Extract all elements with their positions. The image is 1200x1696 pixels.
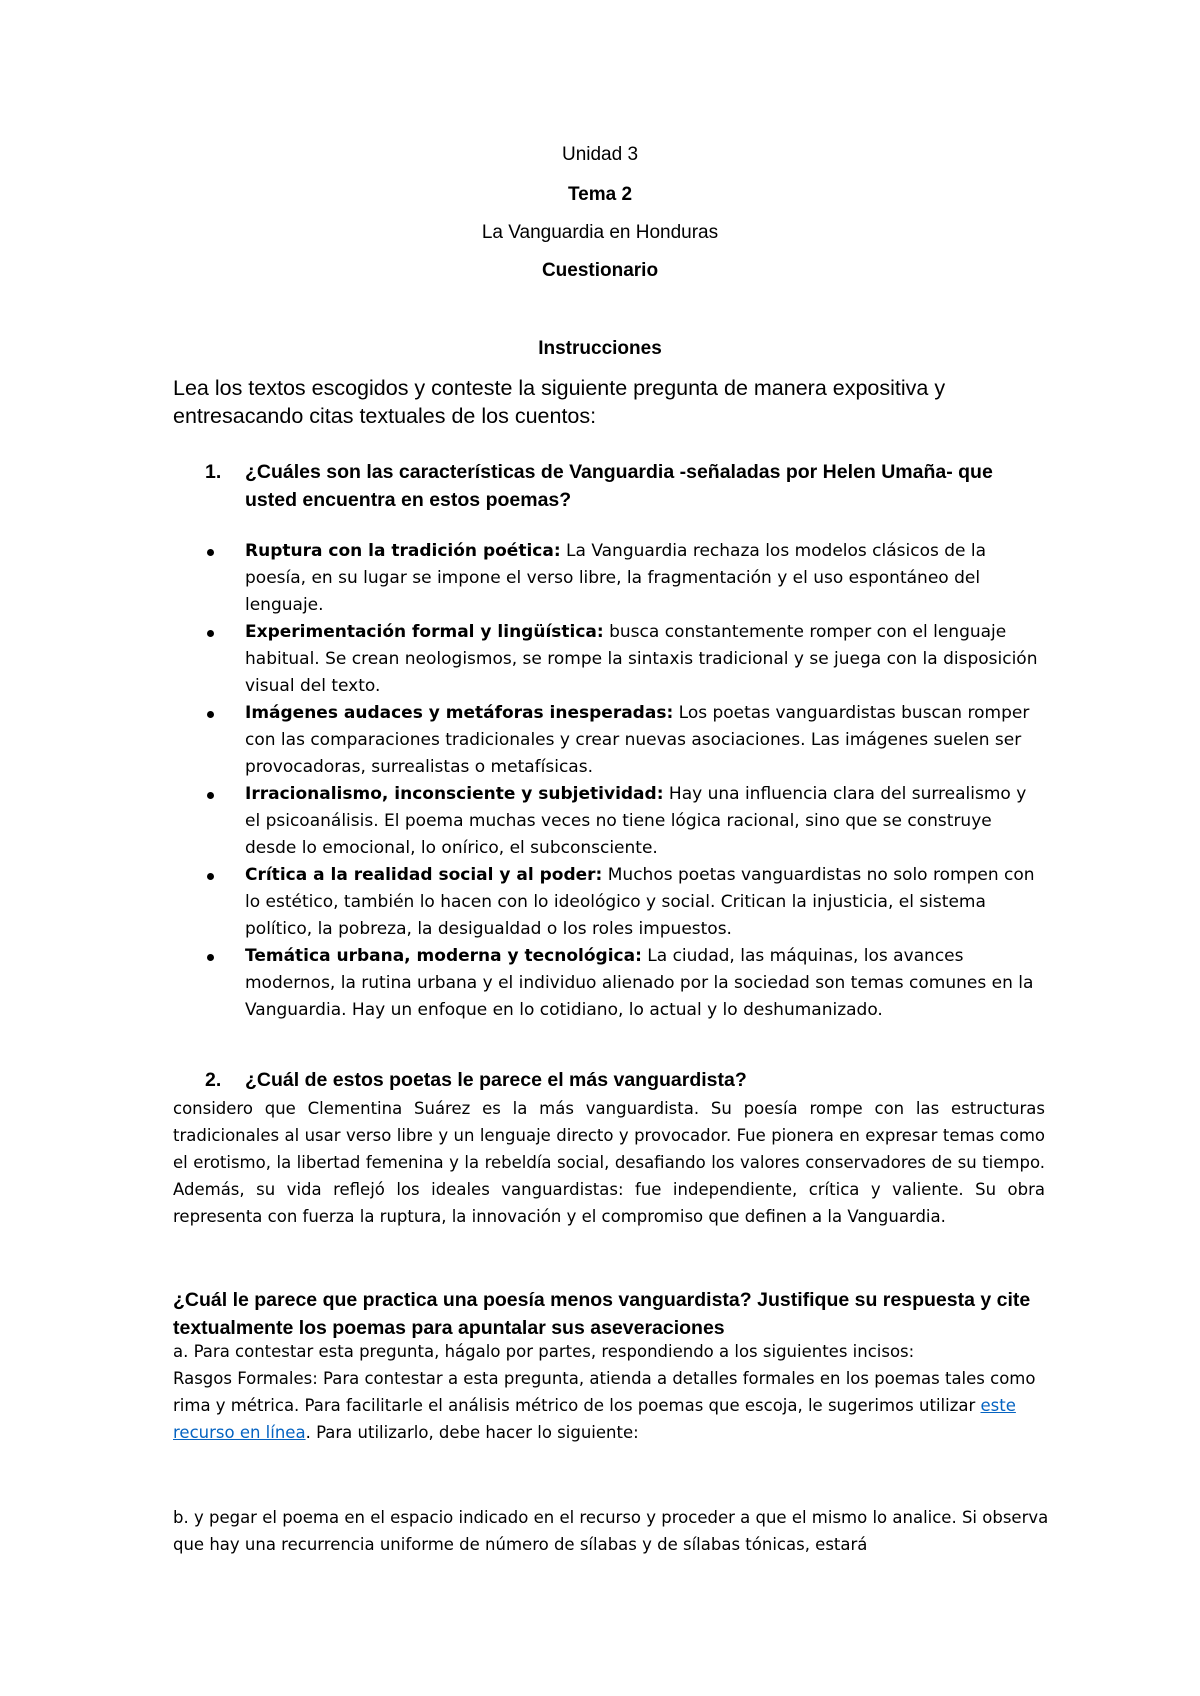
list-item-term: Experimentación formal y lingüística:: [245, 622, 604, 642]
bullet-icon: [207, 711, 214, 718]
list-item: [245, 862, 1045, 943]
list-item-text: La Vanguardia rechaza los modelos clásicos de la poesía, en su lugar se impone el verso libre, la fragmentación y el uso espontáneo del lenguaje.: [245, 541, 987, 615]
bullet-icon: [207, 873, 214, 880]
question-1-text: ¿Cuáles son las características de Vanguardia -señaladas por Helen Umaña- que usted encuentra en estos poemas?: [245, 461, 993, 511]
instruction-rasgos-text: Rasgos Formales: Para contestar a esta pregunta, atienda a detalles formales en los poemas tales como rima y métrica. Para facilitarle el análisis métrico de los poemas que escoja, le sugerimos utilizar: [173, 1369, 1036, 1415]
characteristics-list: [245, 538, 1045, 1024]
list-item: [245, 619, 1045, 700]
list-item: [245, 538, 1045, 619]
list-item-term: Irracionalismo, inconsciente y subjetividad:: [245, 784, 664, 804]
bullet-icon: [207, 792, 214, 799]
list-item-text: Los poetas vanguardistas buscan romper con las comparaciones tradicionales y crear nuevas asociaciones. Las imágenes suelen ser provocadoras, surrealistas o metafísicas.: [245, 703, 1030, 777]
instruction-b: b. y pegar el poema en el espacio indicado en el recurso y proceder a que el mismo lo analice. Si observa que hay una recurrencia uniforme de número de sílabas y de sílabas tónicas, estará: [173, 1508, 1049, 1554]
question-2-number: 2.: [205, 1069, 222, 1091]
list-item-term: Imágenes audaces y metáforas inesperadas:: [245, 703, 674, 723]
question-1-number: 1.: [205, 461, 222, 483]
instruction-rasgos-after: . Para utilizarlo, debe hacer lo siguiente:: [305, 1423, 639, 1442]
question-3: ¿Cuál le parece que practica una poesía menos vanguardista? Justifique su respuesta y cite textualmente los poemas para apuntalar sus aseveraciones: [173, 1289, 1031, 1339]
instruction-a: a. Para contestar esta pregunta, hágalo por partes, respondiendo a los siguientes incisos:: [173, 1342, 915, 1361]
bullet-icon: [207, 549, 214, 556]
instructions-heading: Instrucciones: [538, 338, 662, 359]
list-item-text: busca constantemente romper con el lenguaje habitual. Se crean neologismos, se rompe la sintaxis tradicional y se juega con la disposición visual del texto.: [245, 622, 1038, 696]
list-item-text: Hay una influencia clara del surrealismo y el psicoanálisis. El poema muchas veces no tiene lógica racional, sino que se construye desde lo emocional, lo onírico, el subconsciente.: [245, 784, 1027, 858]
list-item-term: Crítica a la realidad social y al poder:: [245, 865, 603, 885]
question-2: [205, 1066, 1045, 1094]
instruction-rasgos: [173, 1365, 1053, 1446]
list-item: [245, 781, 1045, 862]
online-resource-link[interactable]: este recurso en línea: [173, 1396, 1016, 1442]
list-item-term: Ruptura con la tradición poética:: [245, 541, 561, 561]
list-item-text: Muchos poetas vanguardistas no solo rompen con lo estético, también lo hacen con lo ideológico y social. Critican la injusticia, el sistema político, la pobreza, la desigualdad o los roles impuestos.: [245, 865, 1035, 939]
document-title: La Vanguardia en Honduras: [481, 222, 719, 243]
list-item: [245, 943, 1045, 1024]
list-item: [245, 700, 1045, 781]
questionnaire-heading: Cuestionario: [541, 260, 659, 281]
question-1: [205, 458, 1045, 514]
question-2-answer: considero que Clementina Suárez es la más vanguardista. Su poesía rompe con las estructuras tradicionales al usar verso libre y un lenguaje directo y provocador. Fue pionera en expresar temas como el erotismo, la libertad femenina y la rebeldía social, desafiando los valores conservadores de su tiempo. Además, su vida reflejó los ideales vanguardistas: fue independiente, crítica y valiente. Su obra representa con fuerza la ruptura, la innovación y el compromiso que definen a la Vanguardia.: [173, 1099, 1045, 1226]
list-item-term: Temática urbana, moderna y tecnológica:: [245, 946, 642, 966]
intro-paragraph: Lea los textos escogidos y conteste la siguiente pregunta de manera expositiva y entresacando citas textuales de los cuentos:: [173, 376, 946, 428]
list-item-text: La ciudad, las máquinas, los avances modernos, la rutina urbana y el individuo alienado por la sociedad son temas comunes en la Vanguardia. Hay un enfoque en lo cotidiano, lo actual y lo deshumanizado.: [245, 946, 1034, 1020]
bullet-icon: [207, 630, 214, 637]
bullet-icon: [207, 954, 214, 961]
topic-heading: Tema 2: [567, 184, 633, 205]
question-3-instructions: [173, 1338, 1053, 1446]
unit-heading: Unidad 3: [561, 144, 639, 165]
question-2-text: ¿Cuál de estos poetas le parece el más vanguardista?: [245, 1069, 747, 1091]
